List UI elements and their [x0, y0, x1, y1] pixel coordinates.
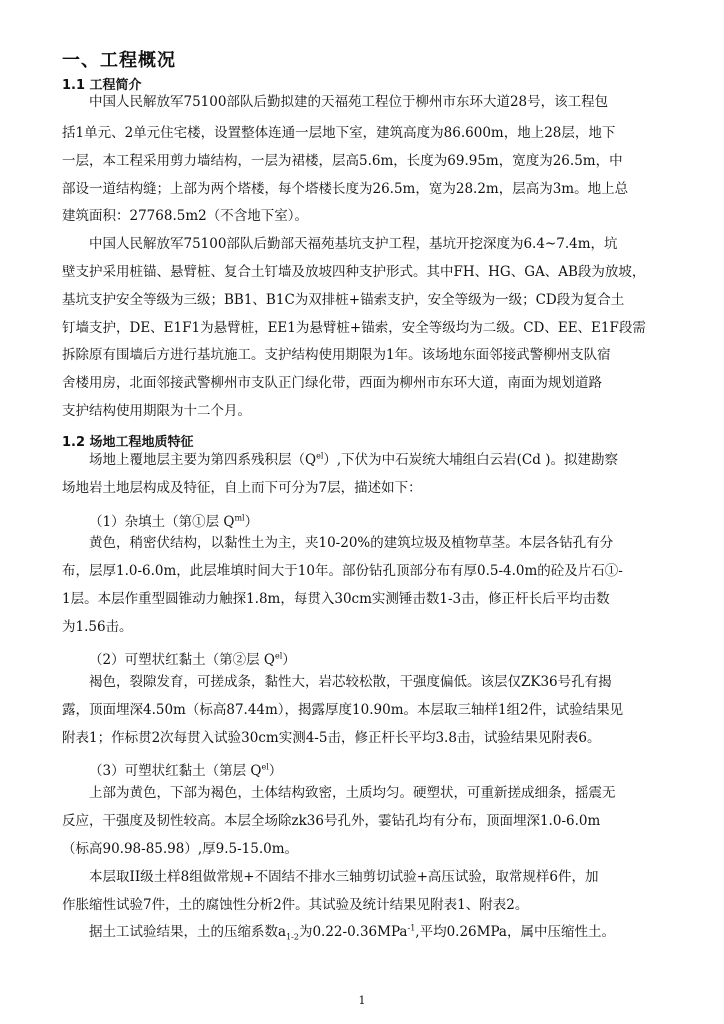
text-run: （3）可塑状红黏土（第层 Q — [89, 763, 262, 779]
paragraph-line: 黄色，稍密伏结构，以黏性土为主，夹10-20%的建筑垃圾及植物草茎。本层各钻孔有分 — [89, 535, 614, 551]
text-run: 为0.22-0.36MPa — [298, 924, 408, 940]
paragraph-line: 一层，本工程采用剪力墙结构，一层为裙楼，层高5.6m，长度为69.95m，宽度为26.5m，中 — [62, 153, 623, 169]
text-run: （1）杂填土（第①层 Q — [89, 514, 235, 530]
paragraph-line: 反应，干强度及韧性较高。本层全场除zk36号孔外，霎钻孔均有分布，顶面埋深1.0-6.0m — [62, 813, 601, 829]
superscript: el — [274, 651, 283, 661]
paragraph-line: 基坑支护安全等级为三级；BB1、B1C为双排桩+锚索支护，安全等级为一级；CD段为复合土 — [62, 292, 625, 308]
paragraph-line: 露，顶面埋深4.50m（标高87.44m），揭露厚度10.90m。本层取三轴样1组2件，试验结果见 — [62, 702, 624, 718]
paragraph-line: （标高90.98-85.98）,厚9.5-15.0m。 — [62, 841, 299, 857]
paragraph-line: 附表1；作标贯2次每贯入试验30cm实测4-5击，修正杆长平均3.8击，试验结果见附表6。 — [62, 730, 601, 746]
paragraph-line: 中国人民解放军75100部队后勤拟建的天福苑工程位于柳州市东环大道28号，该工程包 — [89, 94, 609, 110]
paragraph-line — [89, 922, 658, 942]
paragraph-line: 壁支护采用桩锚、悬臂桩、复合土钉墙及放坡四种支护形式。其中FH、HG、GA、AB段为放坡， — [62, 264, 646, 280]
superscript: el — [261, 762, 269, 772]
text-run: 场地上覆地层主要为第四系残积层（Q — [89, 452, 317, 468]
layer-heading-3 — [89, 759, 282, 779]
section-heading: 一、工程概况 — [62, 50, 176, 71]
paragraph-line: 作胀缩性试验7件，土的腐蚀性分析2件。其试验及统计结果见附表1、附表2。 — [62, 897, 529, 913]
subscript: 1-2 — [286, 932, 299, 942]
paragraph-line: 为1.56击。 — [62, 619, 133, 635]
paragraph-line: 部设一道结构缝；上部为两个塔楼，每个塔楼长度为26.5m，宽为28.2m，层高为3m。地上总 — [62, 181, 629, 197]
paragraph-line — [89, 450, 658, 470]
paragraph-line: 钉墙支护，DE、E1F1为悬臂桩，EE1为悬臂桩+锚索，安全等级均为二级。CD、EE、E1F段需 — [62, 320, 646, 336]
paragraph-line: 1层。本层作重型圆锥动力触探1.8m，每贯入30cm实测锤击数1-3击，修正杆长后平均击数 — [62, 591, 610, 607]
subsection-heading-1-1: 1.1 工程简介 — [62, 78, 142, 93]
text-run: ,平均0.26MPa，属中压缩性土。 — [415, 924, 615, 940]
layer-heading-1 — [89, 510, 258, 530]
text-run: ）,下伏为中石炭统大埔组白云岩(Cd )。拟建勘察 — [323, 452, 618, 468]
paragraph-line: 建筑面积：27768.5m2（不含地下室）。 — [62, 208, 308, 224]
superscript: -1 — [407, 923, 416, 933]
paragraph-line: 舍楼用房，北面邻接武警柳州市支队正门绿化带，西面为柳州市东环大道，南面为规划道路 — [62, 375, 602, 391]
paragraph-line: 本层取II级土样8组做常规+不固结不排水三轴剪切试验+高压试验，取常规样6件，加 — [89, 869, 599, 885]
subsection-heading-1-2: 1.2 场地工程地质特征 — [62, 435, 194, 450]
text-run: （2）可塑状红黏土（第②层 Q — [89, 652, 275, 668]
paragraph-line: 布，层厚1.0-6.0m，此层堆填时间大于10年。部份钻孔顶部分布有厚0.5-4.0m的砼及片石①- — [62, 563, 623, 579]
paragraph-line: 中国人民解放军75100部队后勤部天福苑基坑支护工程，基坑开挖深度为6.4~7.4m，坑 — [89, 236, 618, 252]
text-run: 据土工试验结果，土的压缩系数a — [89, 924, 287, 940]
page-number: 1 — [358, 994, 366, 1007]
text-run: ） — [268, 763, 283, 779]
paragraph-line: 褐色，裂隙发育，可搓成条，黏性大，岩芯较松散，干强度偏低。该层仅ZK36号孔有揭 — [89, 674, 612, 690]
layer-heading-2 — [89, 648, 296, 668]
paragraph-line: 场地岩土地层构成及特征，自上而下可分为7层，描述如下： — [62, 480, 422, 496]
text-run: ） — [244, 514, 259, 530]
superscript: ml — [234, 513, 245, 523]
superscript: el — [316, 451, 324, 461]
paragraph-line: 拆除原有围墙后方进行基坑施工。支护结构使用期限为1年。该场地东面邻接武警柳州支队宿 — [62, 347, 611, 363]
paragraph-line: 括1单元、2单元住宅楼，设置整体连通一层地下室，建筑高度为86.600m，地上28层，地下 — [62, 125, 616, 141]
paragraph-line: 上部为黄色，下部为褐色，土体结构致密，土质均匀。硬塑状，可重新搓成细条，摇震无 — [89, 785, 616, 801]
text-run: ） — [282, 652, 296, 668]
paragraph-line: 支护结构使用期限为十二个月。 — [62, 403, 251, 419]
